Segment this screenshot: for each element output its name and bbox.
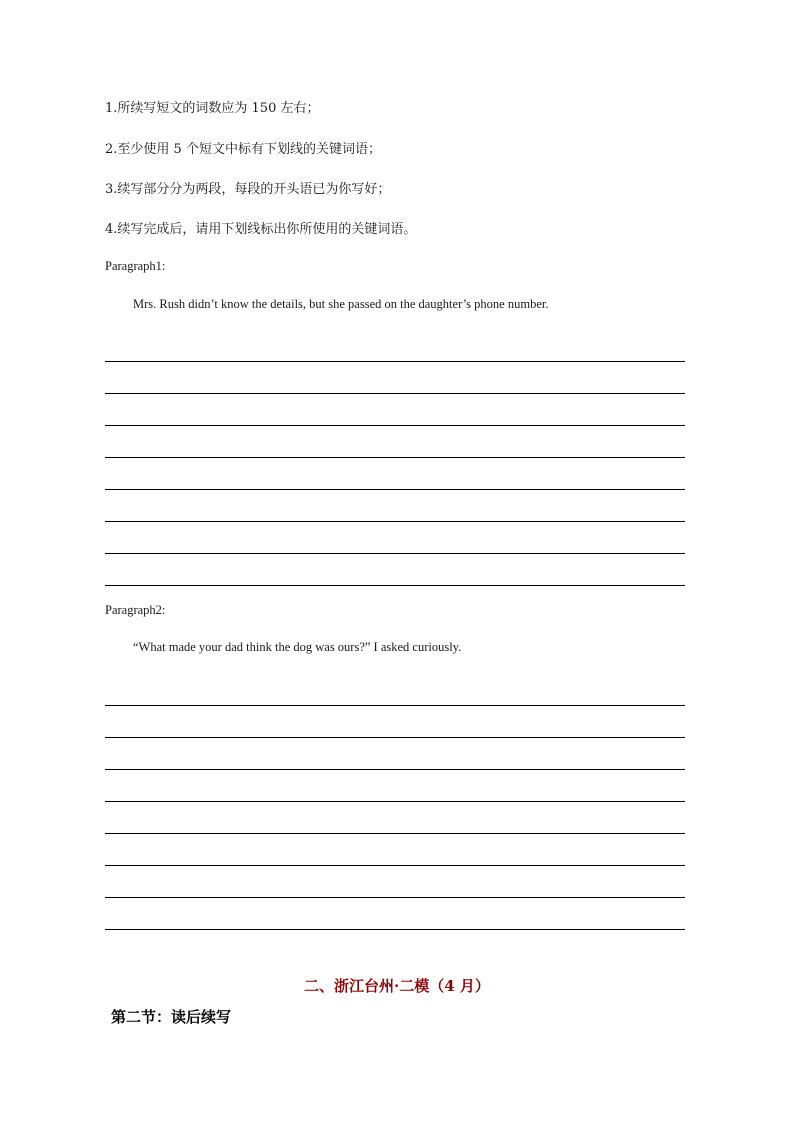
paragraph1-label: Paragraph1: [105,259,166,273]
writing-line [105,393,685,394]
requirement-4: 4.续写完成后，请用下划线标出你所使用的关键词语。 [105,222,417,237]
writing-line [105,833,685,834]
paragraph2-label: Paragraph2: [105,603,166,617]
section-title: 二、浙江台州·二模（4 月） [304,977,490,995]
writing-line [105,585,685,586]
requirement-2: 2.至少使用 5 个短文中标有下划线的关键词语； [105,142,381,157]
writing-line [105,489,685,490]
writing-line [105,425,685,426]
requirement-3: 3.续写部分分为两段，每段的开头语已为你写好； [105,182,391,197]
writing-line [105,521,685,522]
writing-line [105,737,685,738]
writing-line [105,361,685,362]
requirement-1: 1.所续写短文的词数应为 150 左右； [105,101,320,116]
writing-line [105,457,685,458]
writing-line [105,801,685,802]
writing-line [105,769,685,770]
writing-line [105,705,685,706]
writing-line [105,897,685,898]
section-subtitle: 第二节：读后续写 [111,1008,232,1026]
writing-line [105,865,685,866]
paragraph2-opening: “What made your dad think the dog was ours?” I asked curiously. [133,640,462,654]
paragraph1-opening: Mrs. Rush didn’t know the details, but she passed on the daughter’s phone number. [133,297,549,311]
writing-line [105,929,685,930]
writing-line [105,553,685,554]
